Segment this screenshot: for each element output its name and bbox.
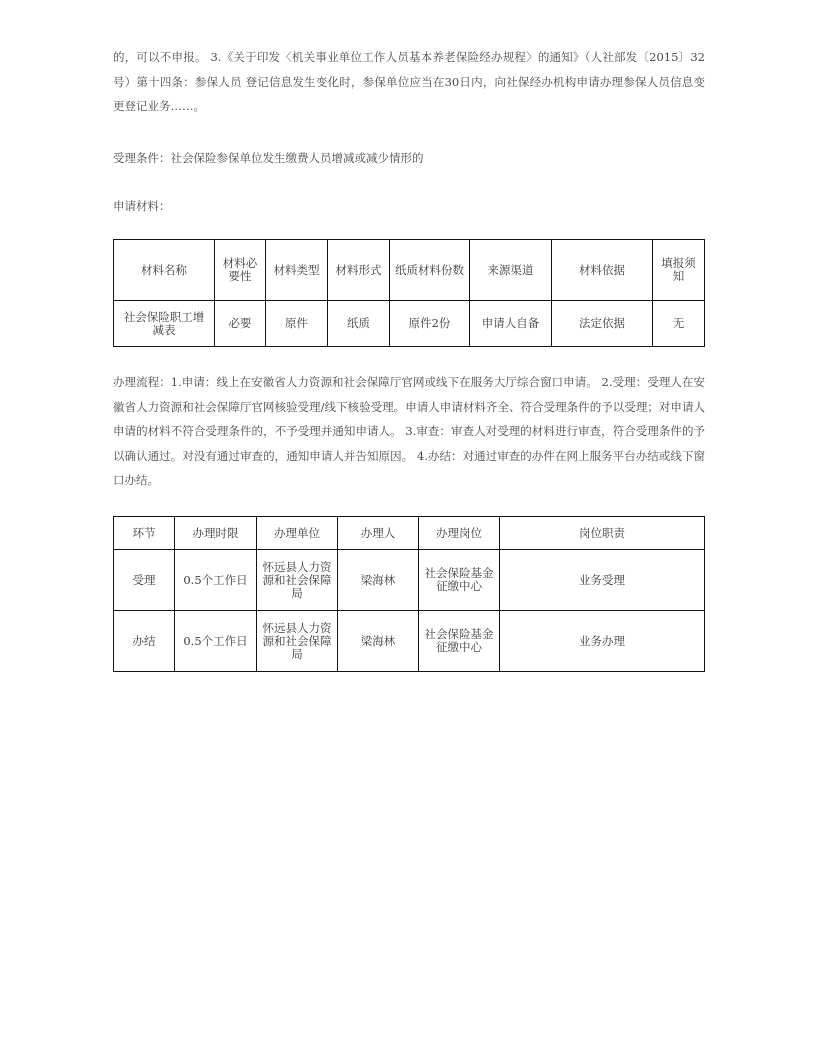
header-cell: 纸质材料份数 xyxy=(390,240,470,301)
table-cell: 申请人自备 xyxy=(470,301,552,347)
table-cell: 梁海林 xyxy=(338,550,419,611)
table-cell: 业务办理 xyxy=(500,611,705,672)
table-cell: 受理 xyxy=(114,550,175,611)
table-row xyxy=(114,611,705,672)
header-cell: 材料必要性 xyxy=(215,240,266,301)
table-cell: 0.5个工作日 xyxy=(175,611,257,672)
table-cell: 纸质 xyxy=(328,301,390,347)
header-cell: 材料名称 xyxy=(114,240,215,301)
materials-table xyxy=(113,239,705,347)
header-cell: 材料依据 xyxy=(552,240,653,301)
table-row xyxy=(114,550,705,611)
header-cell: 填报须知 xyxy=(653,240,705,301)
table-cell: 怀远县人力资源和社会保障局 xyxy=(257,550,338,611)
table-cell: 原件2份 xyxy=(390,301,470,347)
header-cell: 办理单位 xyxy=(257,517,338,550)
header-cell: 办理岗位 xyxy=(419,517,500,550)
table-row xyxy=(114,301,705,347)
table-cell: 业务受理 xyxy=(500,550,705,611)
table-cell: 原件 xyxy=(266,301,328,347)
table-header-row xyxy=(114,240,705,301)
table-header-row xyxy=(114,517,705,550)
header-cell: 环节 xyxy=(114,517,175,550)
table-cell: 社会保险职工增减表 xyxy=(114,301,215,347)
roles-table xyxy=(113,516,705,672)
header-cell: 办理时限 xyxy=(175,517,257,550)
process-paragraph: 办理流程：1.申请：线上在安徽省人力资源和社会保障厅官网或线下在服务大厅综合窗口申请。 2.受理：受理人在安徽省人力资源和社会保障厅官网核验受理/线下核验受理。申请人申请材料齐全、符合受理条件的予以受理；对申请人申请的材料不符合受理条件的，不予受理并通知申请人。 3.审查：审查人对受理的材料进行审查，符合受理条件的予以确认通过。对没有通过审查的，通知申请人并告知原因。 4.办结：对通过审查的办件在网上服务平台办结或线下窗口办结。 xyxy=(113,375,705,487)
table-cell: 梁海林 xyxy=(338,611,419,672)
table-cell: 法定依据 xyxy=(552,301,653,347)
table-cell: 办结 xyxy=(114,611,175,672)
header-cell: 岗位职责 xyxy=(500,517,705,550)
header-cell: 材料形式 xyxy=(328,240,390,301)
intro-paragraph: 的，可以不申报。 3.《关于印发〈机关事业单位工作人员基本养老保险经办规程〉的通知》（人社部发〔2015〕32号）第十四条：参保人员 登记信息发生变化时，参保单位应当在30日内，向社保经办机构申请办理参保人员信息变更登记业务……。 xyxy=(113,50,705,113)
table-cell: 怀远县人力资源和社会保障局 xyxy=(257,611,338,672)
header-cell: 材料类型 xyxy=(266,240,328,301)
table-cell: 社会保险基金征缴中心 xyxy=(419,611,500,672)
table-cell: 社会保险基金征缴中心 xyxy=(419,550,500,611)
acceptance-condition: 受理条件：社会保险参保单位发生缴费人员增减或减少情形的 xyxy=(113,151,424,165)
table-cell: 0.5个工作日 xyxy=(175,550,257,611)
header-cell: 来源渠道 xyxy=(470,240,552,301)
header-cell: 办理人 xyxy=(338,517,419,550)
table-cell: 必要 xyxy=(215,301,266,347)
table-cell: 无 xyxy=(653,301,705,347)
materials-label: 申请材料： xyxy=(113,199,171,213)
